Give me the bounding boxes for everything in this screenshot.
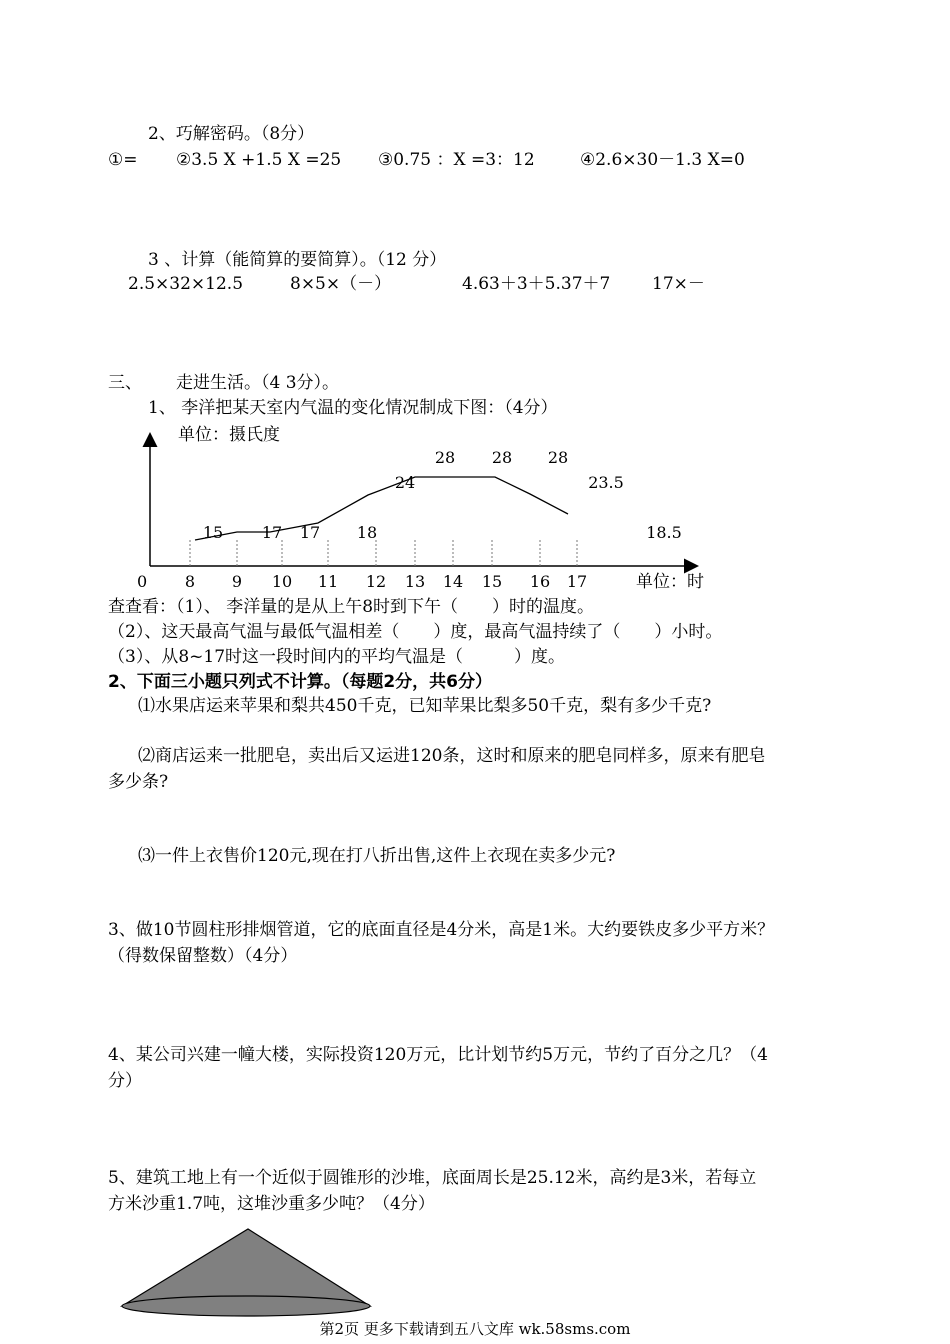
q4-line1: 4、某公司兴建一幢大楼，实际投资120万元，比计划节约5万元，节约了百分之几？（4 — [108, 1045, 768, 1065]
data-label: 24 — [394, 473, 416, 492]
equation-4: ④2.6×30－1.3 X=0 — [580, 150, 745, 170]
origin-label: 0 — [137, 572, 148, 591]
x-tick-label: 17 — [566, 572, 588, 591]
x-tick-label: 12 — [365, 572, 387, 591]
check-question-3: （3）、从8~17时这一段时间内的平均气温是（ ）度。 — [108, 647, 566, 667]
x-tick-label: 8 — [184, 572, 196, 591]
equation-3: ③0.75 ：X =3：12 — [378, 150, 535, 170]
calc-3: 4.63＋3＋5.37＋7 — [462, 274, 611, 294]
data-label: 17 — [299, 523, 321, 542]
q2-part-b-line2: 多少条? — [108, 772, 169, 792]
x-tick-label: 10 — [271, 572, 293, 591]
section2-title: 2、巧解密码。（8分） — [148, 124, 315, 144]
part3-title: 走进生活。（4 3分）。 — [176, 373, 340, 393]
equation-2: ②3.5 X +1.5 X =25 — [176, 150, 342, 170]
data-label: 23.5 — [588, 473, 624, 492]
data-label: 18 — [356, 523, 378, 542]
section3-title: 3 、计算（能简算的要简算）。（12 分） — [148, 250, 447, 270]
data-label: 17 — [261, 523, 283, 542]
calc-1: 2.5×32×12.5 — [128, 274, 244, 294]
x-tick-label: 16 — [529, 572, 551, 591]
q4-line2: 分） — [108, 1071, 142, 1091]
check-question-1: 查查看：（1）、 李洋量的是从上午8时到下午（ ）时的温度。 — [108, 597, 595, 617]
q3-line1: 3、做10节圆柱形排烟管道，它的底面直径是4分米，高是1米。大约要铁皮多少平方米？ — [108, 920, 775, 940]
data-label: 28 — [547, 448, 569, 467]
x-tick-label: 14 — [442, 572, 464, 591]
chart-question-title: 1、 李洋把某天室内气温的变化情况制成下图：（4分） — [148, 398, 558, 418]
q3-line2: （得数保留整数）（4分） — [108, 946, 298, 966]
data-label: 18.5 — [646, 523, 682, 542]
equation-1: ①= — [108, 150, 138, 170]
q2-part-a: ⑴水果店运来苹果和梨共450千克，已知苹果比梨多50千克，梨有多少千克? — [138, 696, 712, 716]
check-question-2: （2）、这天最高气温与最低气温相差（ ）度，最高气温持续了（ ）小时。 — [108, 622, 723, 642]
cone-body — [122, 1229, 370, 1306]
data-label: 15 — [202, 523, 224, 542]
q5-line2: 方米沙重1.7吨，这堆沙重多少吨？（4分） — [108, 1194, 435, 1214]
q5-line1: 5、建筑工地上有一个近似于圆锥形的沙堆，底面周长是25.12米，高约是3米，若每立 — [108, 1168, 757, 1188]
data-label: 28 — [491, 448, 513, 467]
page-footer: 第2页 更多下载请到五八文库 wk.58sms.com — [319, 1320, 631, 1338]
part3-number: 三、 — [108, 373, 142, 393]
cone-base — [122, 1296, 370, 1316]
y-axis-label: 单位：摄氏度 — [178, 425, 280, 445]
calc-2: 8×5×（－） — [290, 274, 392, 294]
q2-part-c: ⑶一件上衣售价120元,现在打八折出售,这件上衣现在卖多少元? — [138, 846, 616, 866]
x-axis-label: 单位：时 — [636, 572, 704, 592]
calc-4: 17×－ — [652, 274, 705, 294]
q2-part-b-line1: ⑵商店运来一批肥皂，卖出后又运进120条，这时和原来的肥皂同样多，原来有肥皂 — [138, 746, 766, 766]
x-tick-label: 9 — [231, 572, 243, 591]
q2-title: 2、下面三小题只列式不计算。（每题2分，共6分） — [108, 672, 492, 692]
x-tick-label: 13 — [404, 572, 426, 591]
data-label: 28 — [434, 448, 456, 467]
x-tick-label: 15 — [481, 572, 503, 591]
x-tick-label: 11 — [317, 572, 339, 591]
